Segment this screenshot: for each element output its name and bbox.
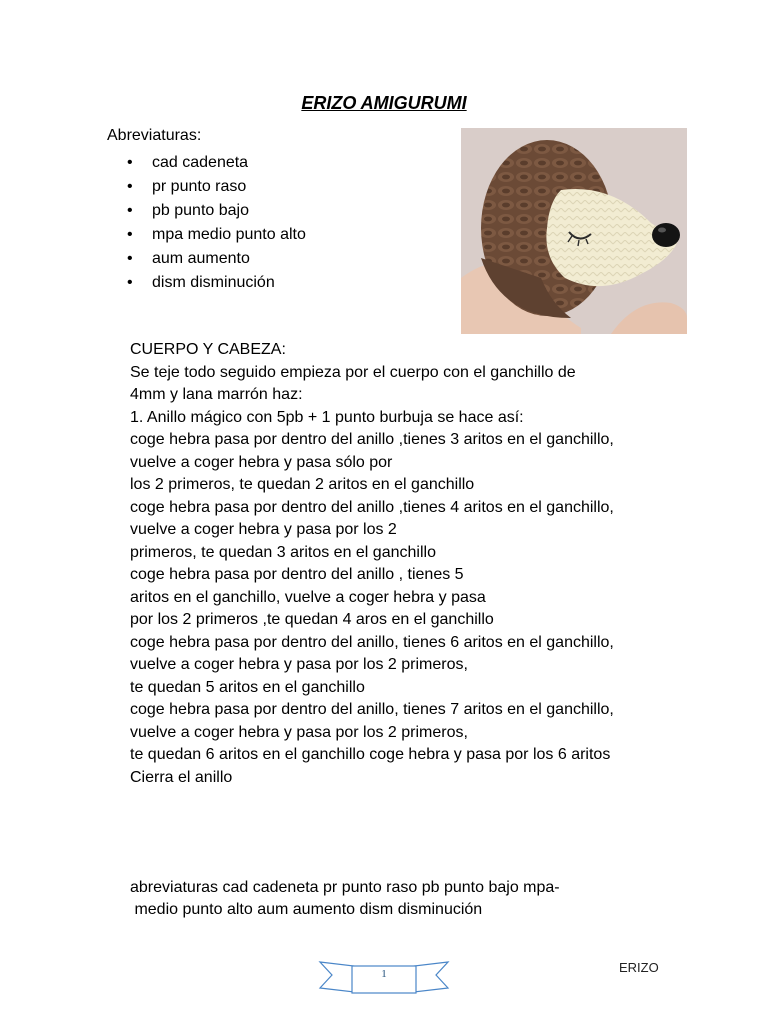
section-heading: CUERPO Y CABEZA: [130,341,286,358]
summary-line: abreviaturas cad cadeneta pr punto raso pb punto bajo mpa- [130,879,560,896]
bullet-icon: • [127,202,133,219]
bullet-icon: • [127,226,133,243]
bullet-icon: • [127,250,133,267]
instruction-line: 4mm y lana marrón haz: [130,386,303,403]
list-item [127,199,306,223]
instruction-line: coge hebra pasa por dentro del anillo ,tienes 3 aritos en el ganchillo, [130,431,614,448]
abbreviations-summary [130,877,560,921]
instruction-line: Cierra el anillo [130,768,233,786]
abbreviation-text: mpa medio punto alto [152,226,306,243]
instruction-line: te quedan 5 aritos en el ganchillo [130,678,365,696]
list-item [127,175,306,199]
hedgehog-illustration [461,128,687,334]
instruction-line: por los 2 primeros ,te quedan 4 aros en el ganchillo [130,611,494,628]
footer-label: ERIZO [619,960,659,975]
instruction-line: vuelve a coger hebra y pasa sólo por [130,453,393,471]
list-item [127,223,306,247]
bullet-icon: • [127,154,133,171]
instruction-line: coge hebra pasa por dentro del anillo ,tienes 4 aritos en el ganchillo, [130,498,614,516]
bullet-icon: • [127,274,133,291]
summary-line: medio punto alto aum aumento dism disminución [130,901,483,918]
abbreviation-text: aum aumento [152,250,250,267]
abbreviations-heading: Abreviaturas: [107,127,202,144]
hedgehog-photo [461,128,687,334]
document-title: ERIZO AMIGURUMI [301,93,467,113]
bullet-icon: • [127,178,133,195]
list-item [127,271,306,295]
abbreviations-list [127,151,306,295]
instruction-line: los 2 primeros, te quedan 2 aritos en el ganchillo [130,476,475,493]
instruction-line: primeros, te quedan 3 aritos en el ganchillo [130,543,436,561]
list-item [127,247,306,271]
instruction-line: coge hebra pasa por dentro del anillo, tienes 6 aritos en el ganchillo, [130,633,614,651]
abbreviation-text: pb punto bajo [152,202,249,219]
instruction-line: vuelve a coger hebra y pasa por los 2 primeros, [130,723,468,741]
abbreviation-text: cad cadeneta [152,154,249,171]
instruction-line: coge hebra pasa por dentro del anillo, tienes 7 aritos en el ganchillo, [130,701,614,718]
abbreviation-text: dism disminución [152,274,275,291]
list-item [127,151,306,175]
instruction-line: te quedan 6 aritos en el ganchillo coge hebra y pasa por los 6 aritos [130,746,611,763]
abbreviation-text: pr punto raso [152,178,247,195]
instruction-line: Se teje todo seguido empieza por el cuerpo con el ganchillo de [130,363,576,381]
instruction-line: aritos en el ganchillo, vuelve a coger hebra y pasa [130,588,486,606]
instruction-line: vuelve a coger hebra y pasa por los 2 primeros, [130,656,468,673]
page-number: 1 [381,968,387,980]
instruction-line: vuelve a coger hebra y pasa por los 2 [130,521,397,538]
instruction-line: coge hebra pasa por dentro del anillo , tienes 5 [130,566,464,583]
instruction-line: 1. Anillo mágico con 5pb + 1 punto burbuja se hace así: [130,408,524,426]
body-and-head-instructions [130,339,690,789]
